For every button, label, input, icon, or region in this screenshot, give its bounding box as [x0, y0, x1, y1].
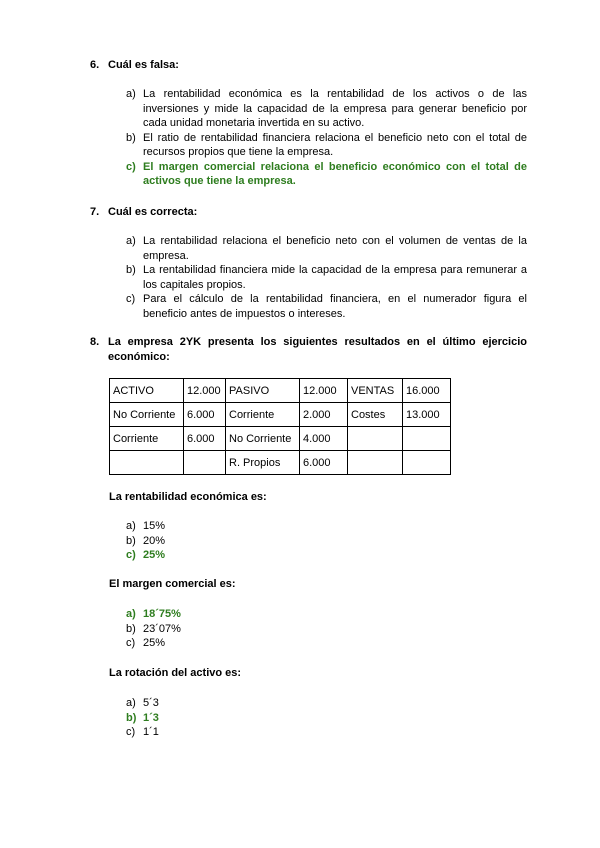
table-cell: 6.000	[300, 451, 348, 475]
table-row	[110, 379, 451, 403]
option-label: b)	[126, 131, 136, 144]
option-label: a)	[126, 520, 136, 532]
question-title: La empresa 2YK presenta los siguientes resultados en el último ejercicio económico:	[108, 336, 527, 363]
question-title: Cuál es falsa:	[108, 59, 179, 71]
table-cell: No Corriente	[226, 427, 300, 451]
option-text: Para el cálculo de la rentabilidad financiera, en el numerador figura el beneficio antes de impuestos o intereses.	[143, 293, 527, 320]
option-b	[90, 131, 527, 160]
table-cell	[348, 451, 403, 475]
subquestion-options	[126, 519, 165, 563]
subquestion-title: La rotación del activo es:	[109, 667, 242, 679]
option-label: b)	[126, 711, 137, 724]
option-label: c)	[126, 637, 136, 649]
subquestion-title: El margen comercial es:	[109, 578, 236, 590]
table-cell	[403, 451, 451, 475]
table-cell: 16.000	[403, 379, 451, 403]
question-number: 6.	[90, 59, 100, 71]
question-7	[90, 205, 527, 321]
option-label: c)	[126, 160, 136, 173]
table-row	[110, 427, 451, 451]
table-cell: 12.000	[300, 379, 348, 403]
option-a	[90, 234, 527, 263]
table-cell: 12.000	[184, 379, 226, 403]
option-text: El ratio de rentabilidad financiera relaciona el beneficio neto con el total de recursos propios que tiene la empresa.	[143, 131, 527, 158]
table-cell	[184, 451, 226, 475]
table-cell: PASIVO	[226, 379, 300, 403]
option-b	[90, 263, 527, 292]
option-c-correct	[126, 548, 165, 563]
table-cell: 6.000	[184, 403, 226, 427]
option-text: 23´07%	[143, 622, 181, 635]
table-cell: 2.000	[300, 403, 348, 427]
table-cell: Corriente	[110, 427, 184, 451]
table-cell: Costes	[348, 403, 403, 427]
table-cell: VENTAS	[348, 379, 403, 403]
question-8	[90, 335, 527, 365]
option-text: 20%	[143, 534, 166, 547]
option-c	[126, 636, 181, 651]
table-cell	[348, 427, 403, 451]
option-text: 15%	[143, 520, 166, 532]
option-label: b)	[126, 264, 136, 276]
option-a	[126, 696, 159, 711]
question-number: 8.	[90, 336, 100, 348]
table-cell	[110, 451, 184, 475]
question-7-header	[90, 205, 527, 220]
option-text: 18´75%	[143, 608, 181, 620]
option-text: 5´3	[143, 697, 159, 709]
table-cell: Corriente	[226, 403, 300, 427]
option-label: b)	[126, 622, 136, 635]
option-text: 1´3	[143, 711, 159, 724]
option-a-correct	[126, 607, 181, 622]
option-c-correct	[90, 160, 527, 189]
option-label: c)	[126, 549, 136, 561]
option-text: La rentabilidad económica es la rentabilidad de los activos o de las inversiones y mide la capacidad de la empresa para generar beneficio por cada unidad monetaria invertida en su activo.	[143, 88, 527, 129]
table-cell: 4.000	[300, 427, 348, 451]
option-label: c)	[126, 293, 136, 305]
option-label: c)	[126, 726, 136, 738]
option-text: El margen comercial relaciona el beneficio económico con el total de activos que tiene la empresa.	[143, 160, 527, 187]
table-cell: ACTIVO	[110, 379, 184, 403]
table-row	[110, 451, 451, 475]
option-b	[126, 534, 165, 549]
option-b	[126, 622, 181, 637]
table-cell: 6.000	[184, 427, 226, 451]
table-cell: R. Propios	[226, 451, 300, 475]
option-text: La rentabilidad financiera mide la capacidad de la empresa para remunerar a los capitales propios.	[143, 264, 527, 291]
option-text: 1´1	[143, 726, 159, 738]
option-text: 25%	[143, 549, 166, 561]
results-table	[109, 378, 451, 475]
question-6-header	[90, 58, 527, 73]
question-6	[90, 58, 527, 189]
option-label: b)	[126, 534, 136, 547]
option-label: a)	[126, 608, 136, 620]
option-label: a)	[126, 697, 136, 709]
table-cell: 13.000	[403, 403, 451, 427]
question-number: 7.	[90, 206, 100, 218]
subquestion-title: La rentabilidad económica es:	[109, 491, 267, 503]
option-c	[90, 292, 527, 321]
question-8-header	[90, 335, 527, 365]
question-title: Cuál es correcta:	[108, 206, 198, 218]
table-row	[110, 403, 451, 427]
option-text: La rentabilidad relaciona el beneficio neto con el volumen de ventas de la empresa.	[143, 235, 527, 262]
option-a	[126, 519, 165, 534]
subquestion-options	[126, 607, 181, 651]
table-cell	[403, 427, 451, 451]
option-b-correct	[126, 711, 159, 726]
option-text: 25%	[143, 637, 166, 649]
option-label: a)	[126, 88, 136, 100]
option-c	[126, 725, 159, 740]
subquestion-options	[126, 696, 159, 740]
table-cell: No Corriente	[110, 403, 184, 427]
option-a	[90, 87, 527, 131]
option-label: a)	[126, 235, 136, 247]
